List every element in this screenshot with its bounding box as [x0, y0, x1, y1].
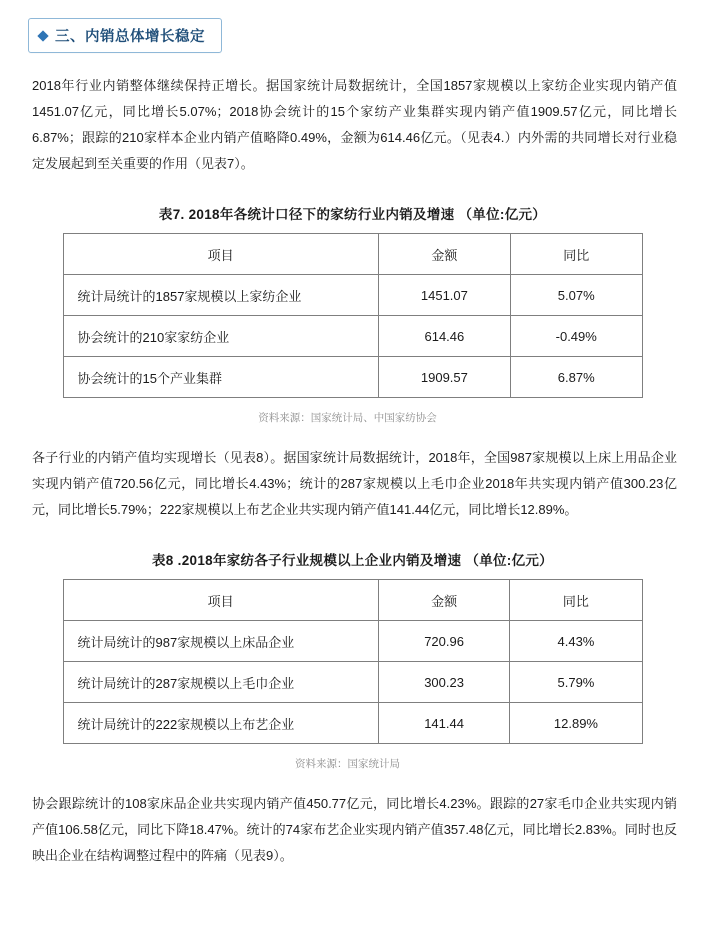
- table8-source: 资料来源：国家统计局: [295, 758, 400, 770]
- table7-cell: 614.46: [378, 316, 510, 357]
- table7-cell: 5.07%: [510, 275, 642, 316]
- table7-header-amount: 金额: [378, 234, 510, 275]
- table7: [63, 233, 643, 398]
- table8-cell: 720.96: [378, 621, 510, 662]
- table7-cell: 1451.07: [378, 275, 510, 316]
- table8-cell: 统计局统计的222家规模以上布艺企业: [63, 703, 378, 744]
- section-heading-text: 三、内销总体增长稳定: [55, 29, 205, 45]
- table7-cell: 协会统计的15个产业集群: [63, 357, 378, 398]
- table7-block: [0, 203, 705, 425]
- table7-cell: 协会统计的210家家纺企业: [63, 316, 378, 357]
- table8-cell: 141.44: [378, 703, 510, 744]
- paragraph-2: 各子行业的内销产值均实现增长（见表8）。据国家统计局数据统计，2018年，全国987家规模以上床上用品企业实现内销产值720.56亿元，同比增长4.43%；统计的287家规模以上毛巾企业2018年共实现内销产值300.23亿元，同比增长5.79%；222家规模以上布艺企业共实现内销产值141.44亿元，同比增长12.89%。: [32, 450, 677, 517]
- table8-header-yoy: 同比: [510, 580, 642, 621]
- table7-caption: 表7. 2018年各统计口径下的家纺行业内销及增速 （单位:亿元）: [158, 207, 547, 222]
- table7-header-yoy: 同比: [510, 234, 642, 275]
- table8-cell: 4.43%: [510, 621, 642, 662]
- table8-header-amount: 金额: [378, 580, 510, 621]
- table7-cell: 6.87%: [510, 357, 642, 398]
- table7-source: 资料来源：国家统计局、中国家纺协会: [258, 412, 437, 424]
- paragraph-1: 2018年行业内销整体继续保持正增长。据国家统计局数据统计，全国1857家规模以上家纺企业实现内销产值1451.07亿元，同比增长5.07%；2018协会统计的15个家纺产业集群实现内销产值1909.57亿元，同比增长6.87%；跟踪的210家样本企业内销产值略降0.49%，金额为614.46亿元。（见表4.）内外需的共同增长对行业稳定发展起到至关重要的作用（见表7）。: [32, 78, 677, 171]
- table8-cell: 统计局统计的987家规模以上床品企业: [63, 621, 378, 662]
- table-row: [63, 703, 642, 744]
- section-heading-banner: [28, 18, 222, 53]
- table-row: [63, 621, 642, 662]
- table-row: [63, 316, 642, 357]
- table-row: [63, 357, 642, 398]
- table8-block: [0, 549, 705, 771]
- table8-cell: 12.89%: [510, 703, 642, 744]
- table8-cell: 300.23: [378, 662, 510, 703]
- table8-caption: 表8 .2018年家纺各子行业规模以上企业内销及增速 （单位:亿元）: [152, 553, 553, 568]
- table8-cell: 5.79%: [510, 662, 642, 703]
- table-row: [63, 580, 642, 621]
- table7-cell: 1909.57: [378, 357, 510, 398]
- table8-header-item: 项目: [63, 580, 378, 621]
- diamond-bullet-icon: [37, 30, 48, 41]
- table7-cell: 统计局统计的1857家规模以上家纺企业: [63, 275, 378, 316]
- table-row: [63, 662, 642, 703]
- table8: [63, 579, 643, 744]
- table7-header-item: 项目: [63, 234, 378, 275]
- paragraph-3: 协会跟踪统计的108家床品企业共实现内销产值450.77亿元，同比增长4.23%。跟踪的27家毛巾企业共实现内销产值106.58亿元，同比下降18.47%。统计的74家布艺企业实现内销产值357.48亿元，同比增长2.83%。同时也反映出企业在结构调整过程中的阵痛（见表9）。: [32, 796, 677, 863]
- table8-cell: 统计局统计的287家规模以上毛巾企业: [63, 662, 378, 703]
- table-row: [63, 234, 642, 275]
- table7-cell: -0.49%: [510, 316, 642, 357]
- table-row: [63, 275, 642, 316]
